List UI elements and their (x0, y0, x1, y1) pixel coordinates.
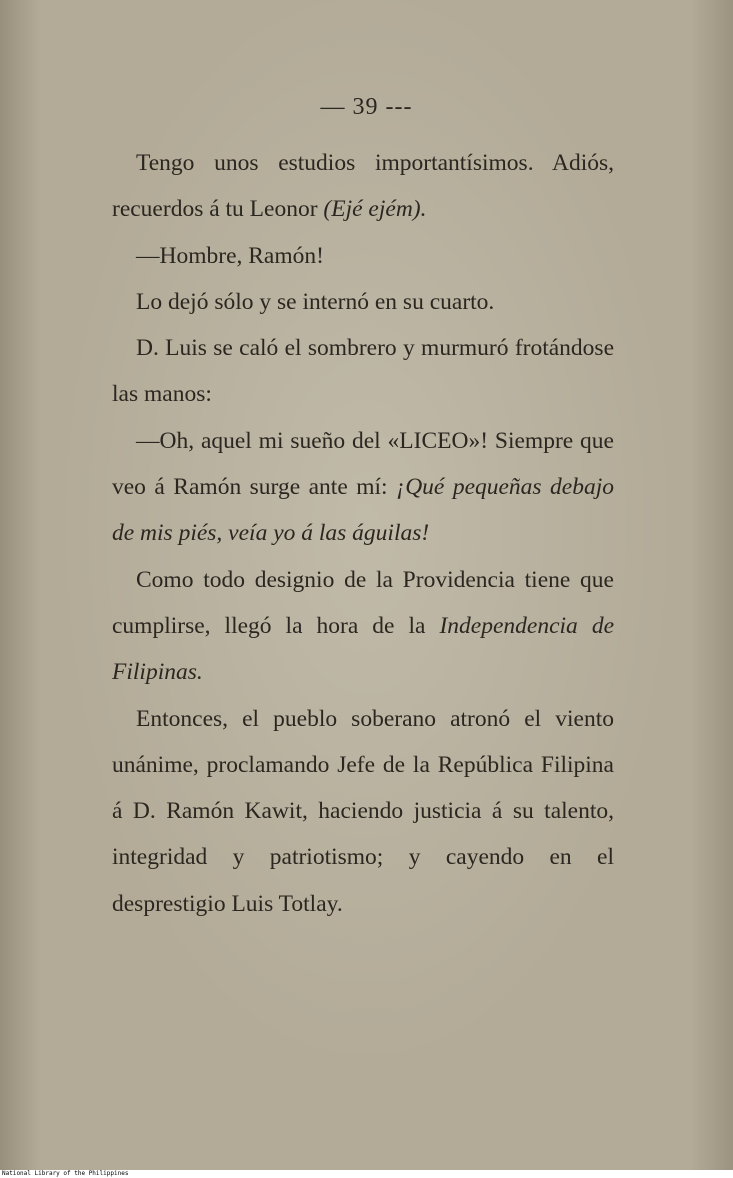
paragraph-6-text: Como todo designio de la Providencia tiene que cumplirse, llegó la hora de la (112, 566, 614, 639)
paragraph-6 (112, 557, 614, 696)
library-credit: National Library of the Philippines (2, 1170, 129, 1177)
paragraph-1 (112, 140, 614, 233)
page-number: — 39 --- (320, 94, 413, 120)
paragraph-3: Lo dejó sólo y se internó en su cuarto. (136, 288, 495, 315)
paragraph-1-text: Tengo unos estudios importantísimos. Adiós, recuerdos á tu Leonor (112, 150, 614, 223)
paragraph-6-italic: Independencia de Filipinas. (112, 612, 615, 686)
paragraph-5-text: —Oh, aquel mi sueño del «LICEO»! Siempre que veo á Ramón surge ante mí: (112, 427, 614, 501)
paragraph-5 (112, 418, 614, 557)
paragraph-5-italic: ¡Qué pequeñas debajo de mis piés, veía yo á las águilas! (112, 474, 615, 547)
paragraph-4: D. Luis se caló el sombrero y murmuró frotándose las manos: (112, 335, 614, 408)
paragraph-1-italic: (Ejé ejém). (323, 196, 427, 223)
paragraph-7: Entonces, el pueblo soberano atronó el viento unánime, proclamando Jefe de la República Filipina á D. Ramón Kawit, haciendo justicia á su talento, integridad y patriotismo; y cayendo en el desprestigio Luis Totlay. (112, 705, 614, 917)
body-text (112, 140, 614, 927)
paragraph-2: —Hombre, Ramón! (136, 242, 324, 269)
